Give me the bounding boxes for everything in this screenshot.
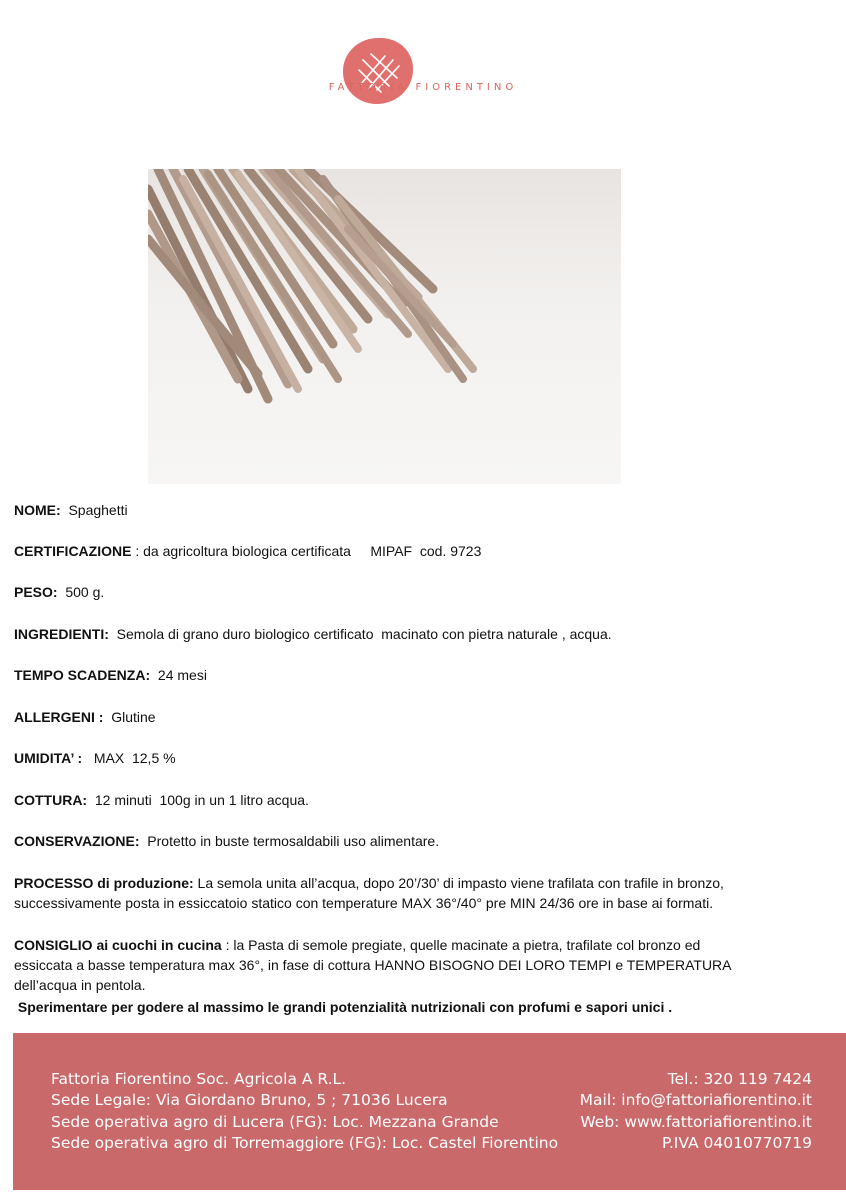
spec-label: TEMPO SCADENZA: bbox=[14, 667, 151, 683]
footer-mail[interactable]: Mail: info@fattoriafiorentino.it bbox=[579, 1091, 812, 1109]
spec-label: UMIDITA’ : bbox=[14, 750, 83, 766]
spec-label: CONSERVAZIONE: bbox=[14, 833, 140, 849]
footer-banner bbox=[13, 1033, 846, 1190]
spec-umidita bbox=[14, 748, 176, 768]
product-photo bbox=[148, 169, 621, 484]
spec-tempo-scadenza bbox=[14, 665, 207, 685]
spec-nome bbox=[14, 500, 128, 520]
spec-value: 24 mesi bbox=[157, 667, 207, 683]
spec-ingredienti bbox=[14, 624, 612, 644]
footer-web[interactable]: Web: www.fattoriafiorentino.it bbox=[580, 1113, 812, 1131]
processo-paragraph bbox=[14, 873, 754, 913]
logo-mark bbox=[343, 38, 413, 104]
spec-value: 12 minuti 100g in un 1 litro acqua. bbox=[94, 792, 309, 808]
spec-conservazione bbox=[14, 831, 439, 851]
spec-label: PESO: bbox=[14, 584, 58, 600]
spec-value: Spaghetti bbox=[68, 502, 128, 518]
consiglio-text: : la Pasta di semole pregiate, quelle macinate a pietra, trafilate col bronzo ed essiccata a basse temperatura max 36°, in fase di cottura HANNO BISOGNO DEI LORO TEMPI e TEMPERATURA dell’acqua in pentola. bbox=[14, 937, 731, 993]
hatch-icon bbox=[343, 38, 413, 104]
spec-value: 500 g. bbox=[65, 584, 105, 600]
spec-value: MAX 12,5 % bbox=[93, 750, 176, 766]
footer-company: Fattoria Fiorentino Soc. Agricola A R.L. bbox=[51, 1070, 347, 1088]
processo-label: PROCESSO di produzione: bbox=[14, 875, 194, 891]
spec-label: COTTURA: bbox=[14, 792, 88, 808]
spec-value: Glutine bbox=[111, 709, 156, 725]
spec-label: CERTIFICAZIONE bbox=[14, 543, 132, 559]
spec-value: : da agricoltura biologica certificata MIPAF cod. 9723 bbox=[135, 543, 482, 559]
spec-allergeni bbox=[14, 707, 156, 727]
consiglio-label: CONSIGLIO ai cuochi in cucina bbox=[14, 937, 222, 953]
spec-label: ALLERGENI : bbox=[14, 709, 104, 725]
footer-sede-torremaggiore: Sede operativa agro di Torremaggiore (FG): Loc. Castel Fiorentino bbox=[51, 1134, 559, 1152]
spec-cottura bbox=[14, 790, 309, 810]
footer-sede-lucera: Sede operativa agro di Lucera (FG): Loc. Mezzana Grande bbox=[51, 1113, 499, 1131]
processo-text: La semola unita all’acqua, dopo 20’/30’ di impasto viene trafilata con trafile in bronzo, successivamente posta in essiccatoio statico con temperature MAX 36°/40° pre MIN 24/36 ore in base ai formati. bbox=[14, 875, 724, 911]
brand-name: FATTORIA FIORENTINO bbox=[328, 82, 518, 93]
spec-value: Protetto in buste termosaldabili uso alimentare. bbox=[147, 833, 440, 849]
closing-note: Sperimentare per godere al massimo le grandi potenzialità nutrizionali con profumi e sapori unici . bbox=[14, 999, 673, 1015]
consiglio-paragraph bbox=[14, 935, 754, 995]
spec-label: NOME: bbox=[14, 502, 61, 518]
footer-tel: Tel.: 320 119 7424 bbox=[667, 1070, 812, 1088]
spec-value: Semola di grano duro biologico certificato macinato con pietra naturale , acqua. bbox=[116, 626, 612, 642]
spec-peso bbox=[14, 582, 104, 602]
spec-label: INGREDIENTI: bbox=[14, 626, 109, 642]
footer-piva: P.IVA 04010770719 bbox=[661, 1134, 812, 1152]
footer-sede-legale: Sede Legale: Via Giordano Bruno, 5 ; 71036 Lucera bbox=[51, 1091, 448, 1109]
spec-certificazione bbox=[14, 541, 481, 561]
